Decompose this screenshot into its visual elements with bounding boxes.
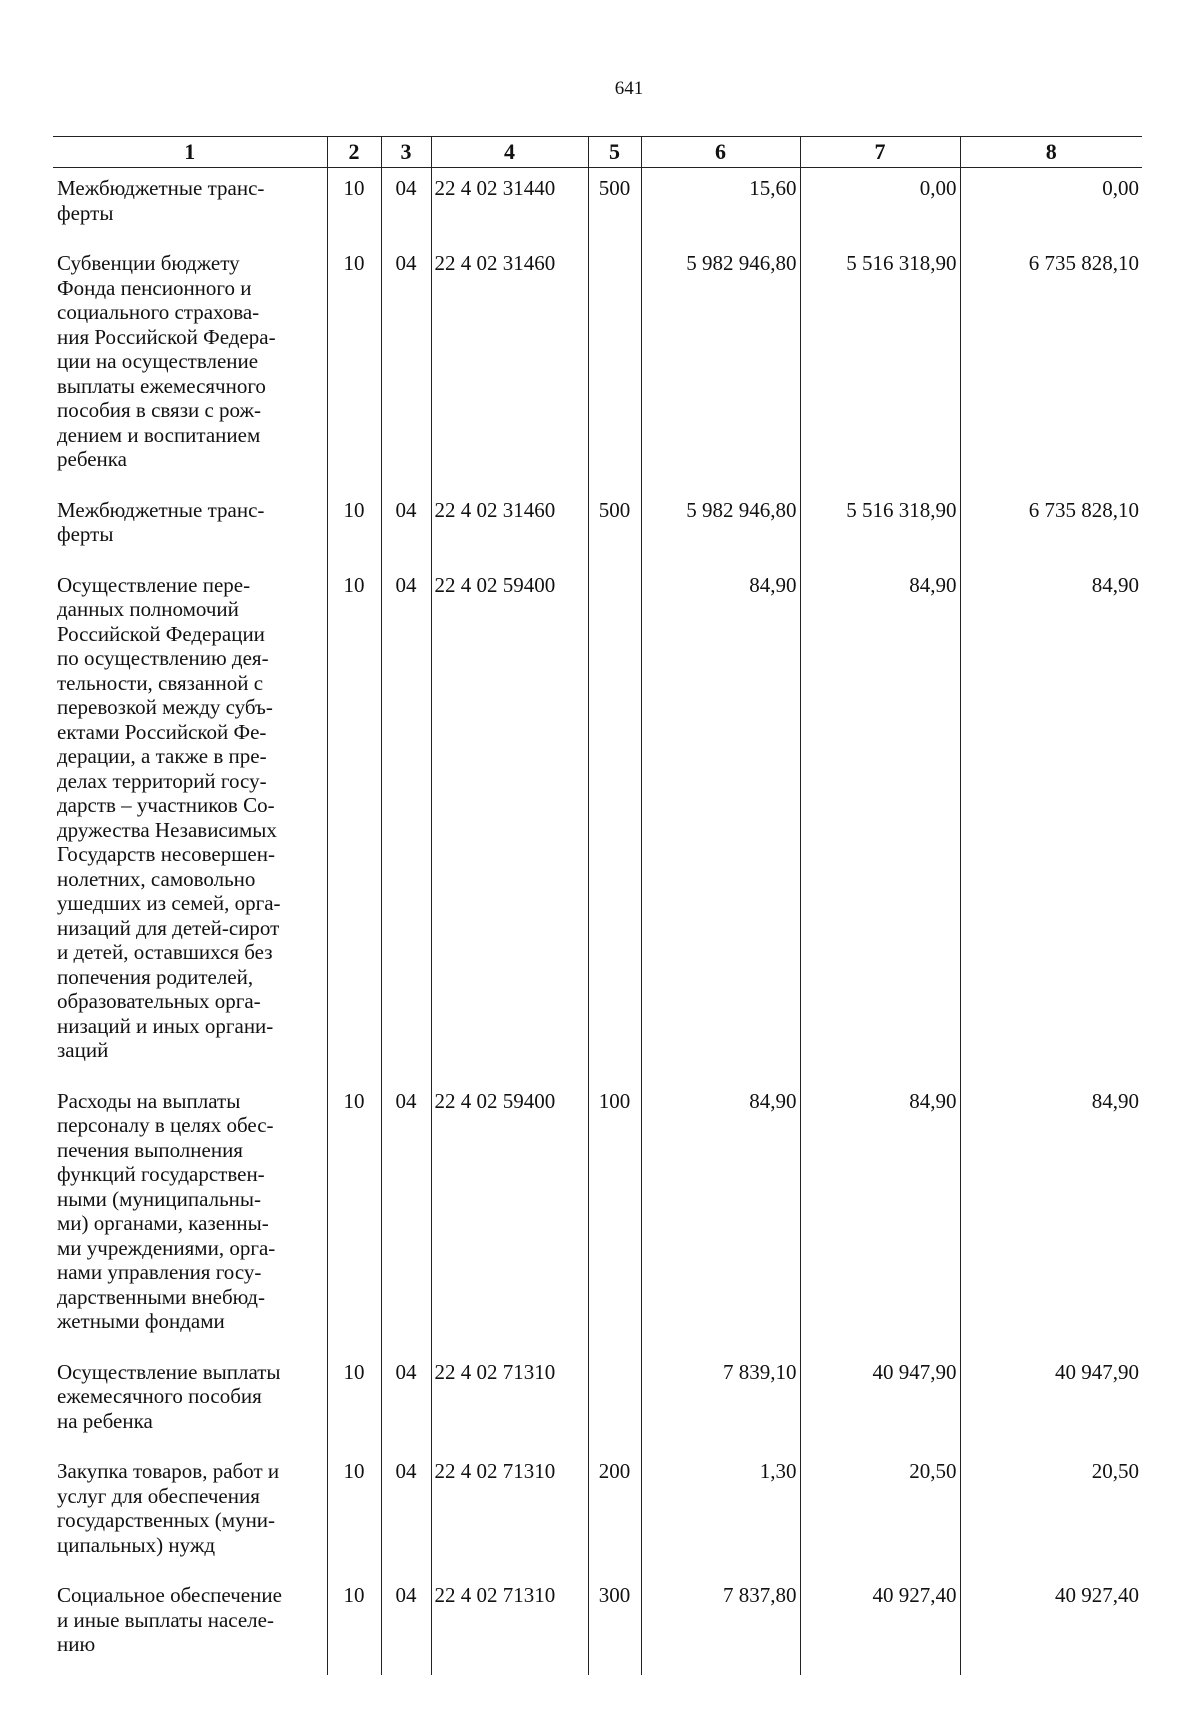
table-row bbox=[53, 565, 1142, 1081]
column-header: 2 bbox=[327, 137, 381, 168]
subsection-code: 04 bbox=[381, 565, 431, 1081]
table-row bbox=[53, 1575, 1142, 1675]
amount-column-8: 84,90 bbox=[960, 565, 1142, 1081]
section-code: 10 bbox=[327, 1575, 381, 1675]
target-article-code: 22 4 02 71310 bbox=[431, 1352, 588, 1452]
subsection-code: 04 bbox=[381, 243, 431, 490]
section-code: 10 bbox=[327, 168, 381, 244]
expense-type-code: 500 bbox=[588, 168, 641, 244]
column-header: 4 bbox=[431, 137, 588, 168]
section-code: 10 bbox=[327, 1081, 381, 1352]
column-header: 7 bbox=[800, 137, 960, 168]
expense-type-code: 300 bbox=[588, 1575, 641, 1675]
amount-column-6: 1,30 bbox=[641, 1451, 800, 1575]
amount-column-8: 6 735 828,10 bbox=[960, 490, 1142, 565]
amount-column-6: 5 982 946,80 bbox=[641, 490, 800, 565]
amount-column-6: 7 837,80 bbox=[641, 1575, 800, 1675]
row-name: Субвенции бюджету Фонда пенсионного и социального страхова- ния Российской Федера- ции на осуществление выплаты ежемесячного пособия в связи с рож- дением и воспитанием ребенка bbox=[57, 251, 276, 471]
row-name: Межбюджетные транс- ферты bbox=[57, 497, 265, 546]
amount-column-7: 20,50 bbox=[800, 1451, 960, 1575]
row-name: Межбюджетные транс- ферты bbox=[57, 176, 265, 225]
column-header: 8 bbox=[960, 137, 1142, 168]
table-row bbox=[53, 243, 1142, 490]
amount-column-7: 0,00 bbox=[800, 168, 960, 244]
amount-column-8: 40 927,40 bbox=[960, 1575, 1142, 1675]
section-code: 10 bbox=[327, 243, 381, 490]
subsection-code: 04 bbox=[381, 1451, 431, 1575]
subsection-code: 04 bbox=[381, 1081, 431, 1352]
target-article-code: 22 4 02 31440 bbox=[431, 168, 588, 244]
column-header: 5 bbox=[588, 137, 641, 168]
expense-type-code: 100 bbox=[588, 1081, 641, 1352]
page-number: 641 bbox=[614, 78, 644, 99]
section-code: 10 bbox=[327, 490, 381, 565]
amount-column-8: 84,90 bbox=[960, 1081, 1142, 1352]
amount-column-8: 40 947,90 bbox=[960, 1352, 1142, 1452]
amount-column-6: 5 982 946,80 bbox=[641, 243, 800, 490]
amount-column-8: 0,00 bbox=[960, 168, 1142, 244]
section-code: 10 bbox=[327, 1451, 381, 1575]
amount-column-8: 6 735 828,10 bbox=[960, 243, 1142, 490]
target-article-code: 22 4 02 59400 bbox=[431, 565, 588, 1081]
subsection-code: 04 bbox=[381, 1352, 431, 1452]
row-name: Социальное обеспечение и иные выплаты населе- нию bbox=[57, 1583, 282, 1656]
amount-column-7: 40 947,90 bbox=[800, 1352, 960, 1452]
row-name: Расходы на выплаты персоналу в целях обес- печения выполнения функций государствен- ными (муниципальны- ми) органами, казенны- ми учреждениями, орга- нами управления госу- дарственными внебюд- жетными фондами bbox=[57, 1088, 276, 1333]
expense-type-code bbox=[588, 565, 641, 1081]
subsection-code: 04 bbox=[381, 168, 431, 244]
amount-column-7: 84,90 bbox=[800, 1081, 960, 1352]
expense-type-code: 200 bbox=[588, 1451, 641, 1575]
section-code: 10 bbox=[327, 1352, 381, 1452]
expense-type-code bbox=[588, 1352, 641, 1452]
subsection-code: 04 bbox=[381, 490, 431, 565]
amount-column-7: 5 516 318,90 bbox=[800, 490, 960, 565]
amount-column-7: 84,90 bbox=[800, 565, 960, 1081]
row-name: Осуществление выплаты ежемесячного пособия на ребенка bbox=[57, 1359, 281, 1433]
target-article-code: 22 4 02 31460 bbox=[431, 490, 588, 565]
amount-column-7: 5 516 318,90 bbox=[800, 243, 960, 490]
target-article-code: 22 4 02 59400 bbox=[431, 1081, 588, 1352]
section-code: 10 bbox=[327, 565, 381, 1081]
column-header: 1 bbox=[53, 137, 327, 168]
row-name: Осуществление пере- данных полномочий Российской Федерации по осуществлению дея- тельности, связанной с перевозкой между субъ- ектами Российской Фе- дерации, а также в пре- делах территорий госу- дарств – участников Со- дружества Независимых Государств несовершен- нолетних, самовольно ушедших из семей, орга- низаций для детей-сирот и детей, оставшихся без попечения родителей, образовательных орга- низаций и иных органи- заций bbox=[57, 572, 281, 1062]
expense-type-code bbox=[588, 243, 641, 490]
row-name: Закупка товаров, работ и услуг для обеспечения государственных (муни- ципальных) нужд bbox=[57, 1459, 280, 1557]
table-row bbox=[53, 1081, 1142, 1352]
amount-column-6: 7 839,10 bbox=[641, 1352, 800, 1452]
header-row bbox=[53, 137, 1142, 168]
expense-type-code: 500 bbox=[588, 490, 641, 565]
column-header: 6 bbox=[641, 137, 800, 168]
amount-column-6: 84,90 bbox=[641, 1081, 800, 1352]
amount-column-6: 15,60 bbox=[641, 168, 800, 244]
amount-column-7: 40 927,40 bbox=[800, 1575, 960, 1675]
subsection-code: 04 bbox=[381, 1575, 431, 1675]
table-row bbox=[53, 1352, 1142, 1452]
table-row bbox=[53, 168, 1142, 244]
target-article-code: 22 4 02 31460 bbox=[431, 243, 588, 490]
target-article-code: 22 4 02 71310 bbox=[431, 1451, 588, 1575]
amount-column-6: 84,90 bbox=[641, 565, 800, 1081]
target-article-code: 22 4 02 71310 bbox=[431, 1575, 588, 1675]
table-row bbox=[53, 490, 1142, 565]
column-header: 3 bbox=[381, 137, 431, 168]
amount-column-8: 20,50 bbox=[960, 1451, 1142, 1575]
table-row bbox=[53, 1451, 1142, 1575]
budget-table bbox=[53, 136, 1142, 1675]
